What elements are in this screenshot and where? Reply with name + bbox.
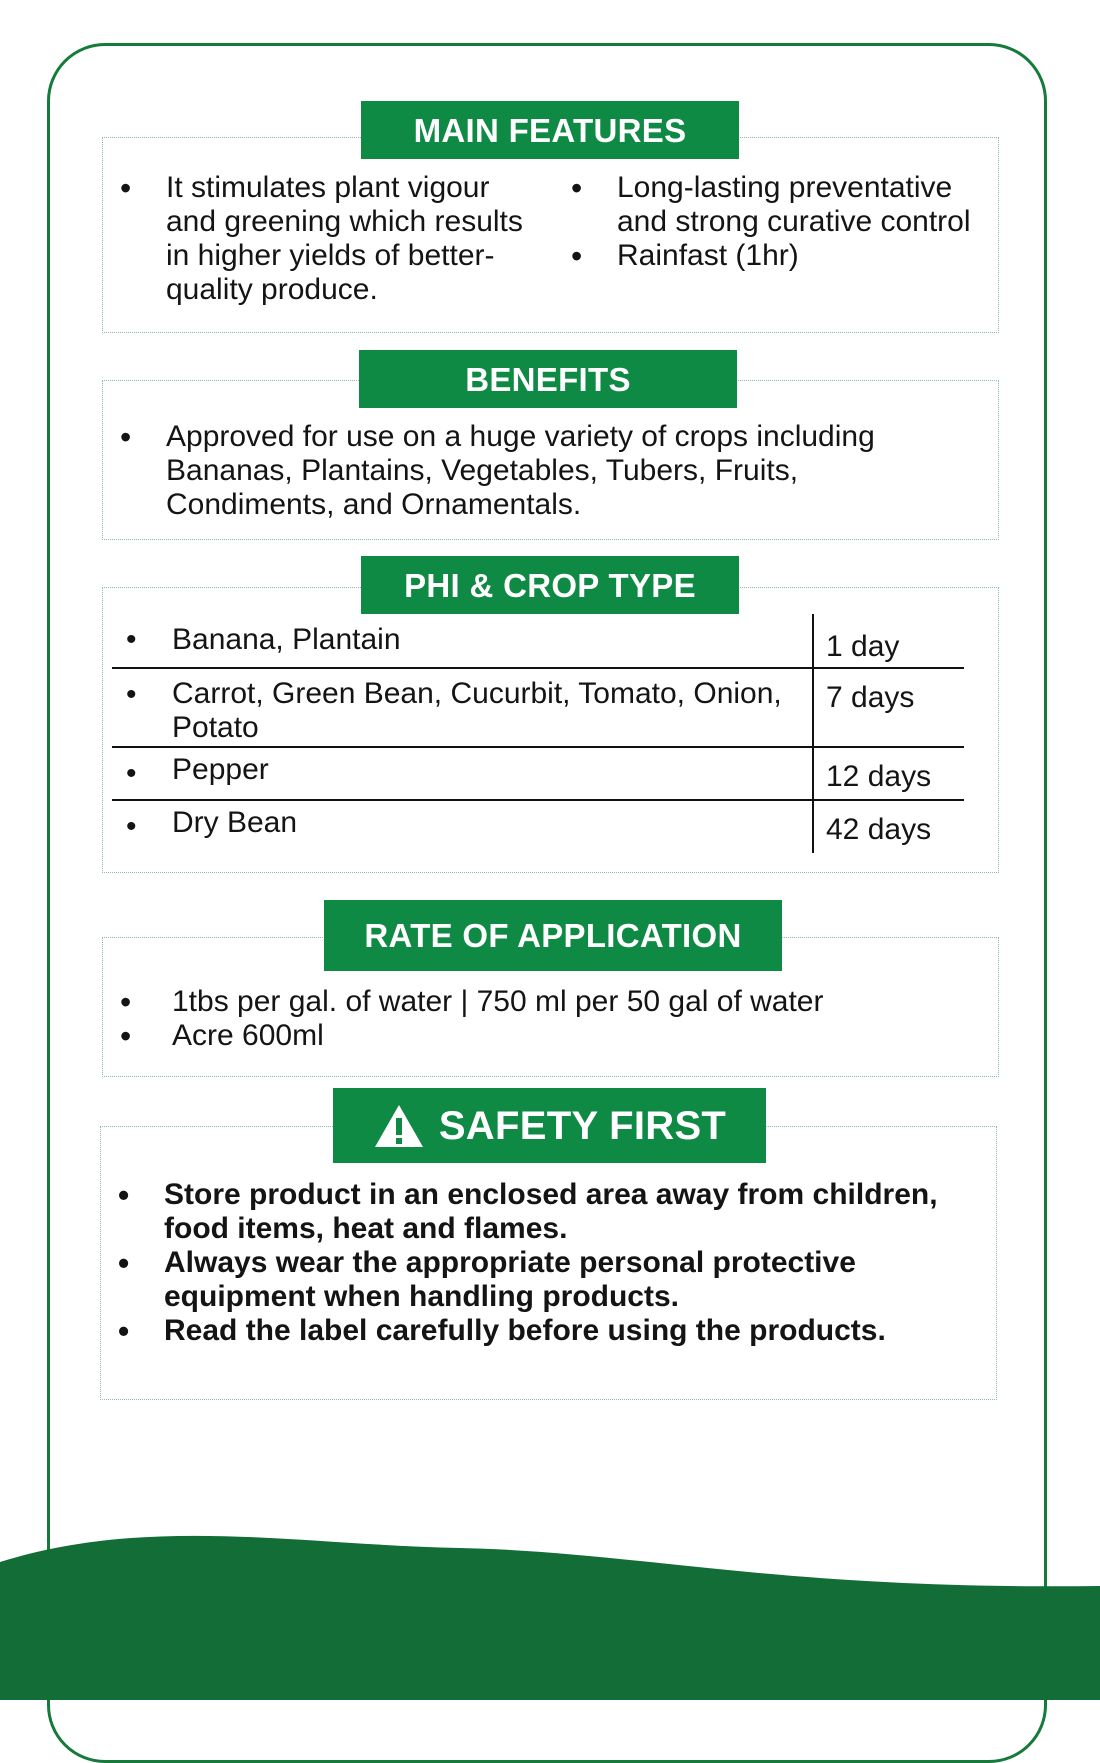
bottom-wave (0, 1520, 1100, 1700)
crop-cell: • Dry Bean (112, 800, 813, 853)
crop-cell: • Pepper (112, 747, 813, 800)
crop-cell: • Banana, Plantain (112, 614, 813, 668)
features-list-right (571, 171, 981, 273)
days-cell: 12 days (813, 747, 964, 800)
benefits-list (120, 420, 960, 522)
table-row (112, 614, 964, 668)
features-heading: MAIN FEATURES (361, 101, 739, 159)
table-row (112, 668, 964, 747)
days-cell: 42 days (813, 800, 964, 853)
safety-heading (333, 1088, 766, 1163)
list-item: • Long-lasting preventative and strong curative control (571, 171, 981, 239)
list-item: • Always wear the appropriate personal protective equipment when handling products. (118, 1246, 958, 1314)
table-row (112, 747, 964, 800)
warning-icon (373, 1103, 425, 1149)
rate-list (120, 985, 980, 1053)
phi-table (112, 614, 964, 853)
days-cell: 7 days (813, 668, 964, 747)
list-item: • Read the label carefully before using the products. (118, 1314, 958, 1348)
days-cell: 1 day (813, 614, 964, 668)
benefits-heading: BENEFITS (359, 350, 737, 408)
rate-heading: RATE OF APPLICATION (324, 900, 782, 971)
table-row (112, 800, 964, 853)
crop-cell: • Carrot, Green Bean, Cucurbit, Tomato, Onion, Potato (112, 668, 813, 747)
list-item: • Approved for use on a huge variety of crops including Bananas, Plantains, Vegetables, Tubers, Fruits, Condiments, and Ornamentals. (120, 420, 960, 522)
list-item: • 1tbs per gal. of water | 750 ml per 50 gal of water (120, 985, 980, 1019)
safety-list (118, 1178, 958, 1348)
list-item: • Rainfast (1hr) (571, 239, 981, 273)
list-item: • Acre 600ml (120, 1019, 980, 1053)
list-item: • Store product in an enclosed area away from children, food items, heat and flames. (118, 1178, 958, 1246)
features-list-left (120, 171, 530, 307)
phi-heading: PHI & CROP TYPE (361, 556, 739, 614)
list-item: • It stimulates plant vigour and greening which results in higher yields of better-quality produce. (120, 171, 530, 307)
safety-title: SAFETY FIRST (438, 1103, 727, 1148)
